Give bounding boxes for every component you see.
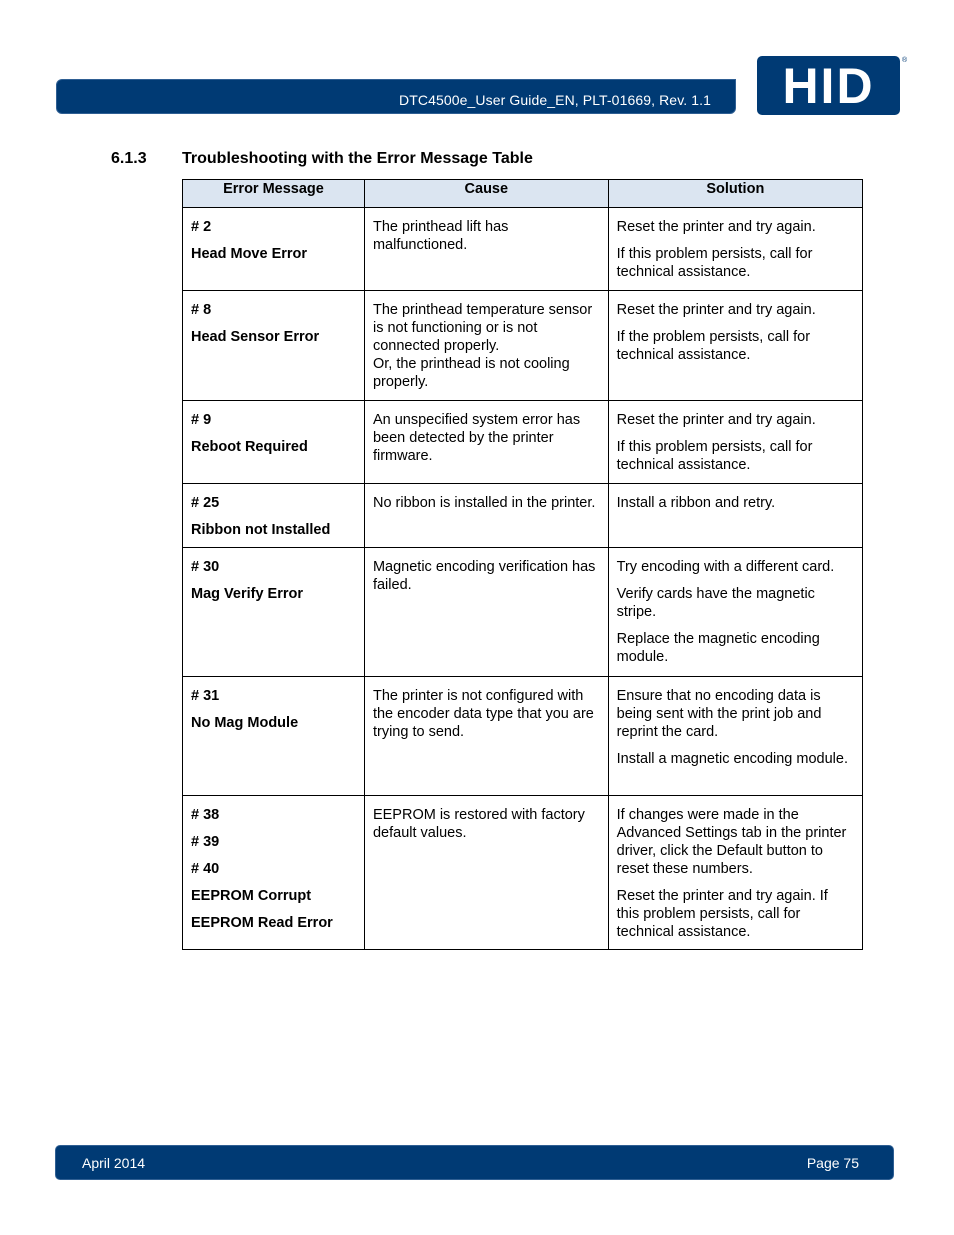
footer-date: April 2014: [82, 1155, 146, 1171]
cause-cell: The printer is not configured with the encoder data type that you are trying to send.: [364, 677, 608, 796]
solution-cell: [608, 291, 862, 401]
cause-text-2: Or, the printhead is not cooling properly.: [372, 356, 570, 390]
error-code-cell: [183, 677, 365, 796]
table-row: [183, 208, 863, 291]
solution-cell: [608, 484, 862, 548]
error-code: # 40: [191, 861, 220, 877]
error-code-cell: [183, 291, 365, 401]
cause-cell: The printhead lift has malfunctioned.: [364, 208, 608, 291]
solution-cell: [608, 208, 862, 291]
page-number: Page 75: [806, 1155, 859, 1171]
solution-step: Reset the printer and try again.: [616, 219, 816, 235]
cause-cell: An unspecified system error has been detected by the printer firmware.: [364, 401, 608, 484]
error-name: EEPROM Read Error: [191, 915, 333, 931]
error-code: # 30: [191, 559, 220, 575]
table-row: [183, 484, 863, 548]
hid-logo: [757, 56, 900, 115]
table-row: [183, 401, 863, 484]
cause-cell: Magnetic encoding verification has failed.: [364, 548, 608, 677]
solution-step: Reset the printer and try again.: [616, 302, 816, 318]
table-row: [183, 291, 863, 401]
error-message-table: [182, 179, 863, 950]
error-code: # 2: [191, 219, 212, 235]
error-code: # 9: [191, 412, 212, 428]
column-header-cause: Cause: [364, 180, 608, 208]
error-code-cell: [183, 208, 365, 291]
error-code: # 8: [191, 302, 212, 318]
error-name: Mag Verify Error: [191, 586, 304, 602]
error-name: No Mag Module: [191, 715, 299, 731]
solution-step: Reset the printer and try again. If this problem persists, call for technical assistance.: [616, 888, 828, 940]
solution-cell: [608, 796, 862, 950]
solution-step: If this problem persists, call for technical assistance.: [616, 439, 813, 473]
solution-step: Reset the printer and try again.: [616, 412, 816, 428]
solution-step: Install a ribbon and retry.: [616, 495, 776, 511]
table-row: [183, 796, 863, 950]
table-header-row: [183, 180, 863, 208]
error-code: # 25: [191, 495, 220, 511]
error-name: Head Sensor Error: [191, 329, 320, 345]
registered-mark: ®: [902, 57, 908, 64]
column-header-solution: Solution: [608, 180, 862, 208]
section-heading: [111, 150, 533, 168]
solution-step: Replace the magnetic encoding module.: [616, 631, 820, 665]
error-code: # 38: [191, 807, 220, 823]
error-code: # 39: [191, 834, 220, 850]
solution-step: Ensure that no encoding data is being sent with the print job and reprint the card.: [616, 688, 822, 740]
solution-step: If the problem persists, call for technical assistance.: [616, 329, 811, 363]
column-header-error-message: Error Message: [183, 180, 365, 208]
cause-text: The printhead temperature sensor is not functioning or is not connected properly.: [372, 302, 593, 354]
error-name: Reboot Required: [191, 439, 308, 455]
table-row: [183, 548, 863, 677]
header-bar: [56, 79, 736, 114]
cause-cell: No ribbon is installed in the printer.: [364, 484, 608, 548]
error-code-cell: [183, 401, 365, 484]
cause-cell: [364, 291, 608, 401]
solution-step: If changes were made in the Advanced Settings tab in the printer driver, click the Default button to reset these numbers.: [616, 807, 847, 877]
solution-cell: [608, 401, 862, 484]
solution-cell: [608, 548, 862, 677]
error-name: Ribbon not Installed: [191, 522, 331, 538]
section-number: 6.1.3: [111, 150, 147, 167]
section-title: Troubleshooting with the Error Message Table: [182, 150, 533, 167]
error-name: EEPROM Corrupt: [191, 888, 312, 904]
footer-bar: [55, 1145, 894, 1180]
error-code: # 31: [191, 688, 220, 704]
error-name: Head Move Error: [191, 246, 308, 262]
error-code-cell: [183, 796, 365, 950]
error-code-cell: [183, 548, 365, 677]
solution-step: If this problem persists, call for technical assistance.: [616, 246, 813, 280]
document-title: DTC4500e_User Guide_EN, PLT-01669, Rev. 1.1: [399, 92, 711, 108]
error-code-cell: [183, 484, 365, 548]
logo-text: HID: [782, 57, 875, 114]
cause-cell: EEPROM is restored with factory default values.: [364, 796, 608, 950]
solution-step: Verify cards have the magnetic stripe.: [616, 586, 815, 620]
table-row: [183, 677, 863, 796]
solution-cell: [608, 677, 862, 796]
solution-step: Install a magnetic encoding module.: [616, 751, 848, 767]
solution-step: Try encoding with a different card.: [616, 559, 835, 575]
